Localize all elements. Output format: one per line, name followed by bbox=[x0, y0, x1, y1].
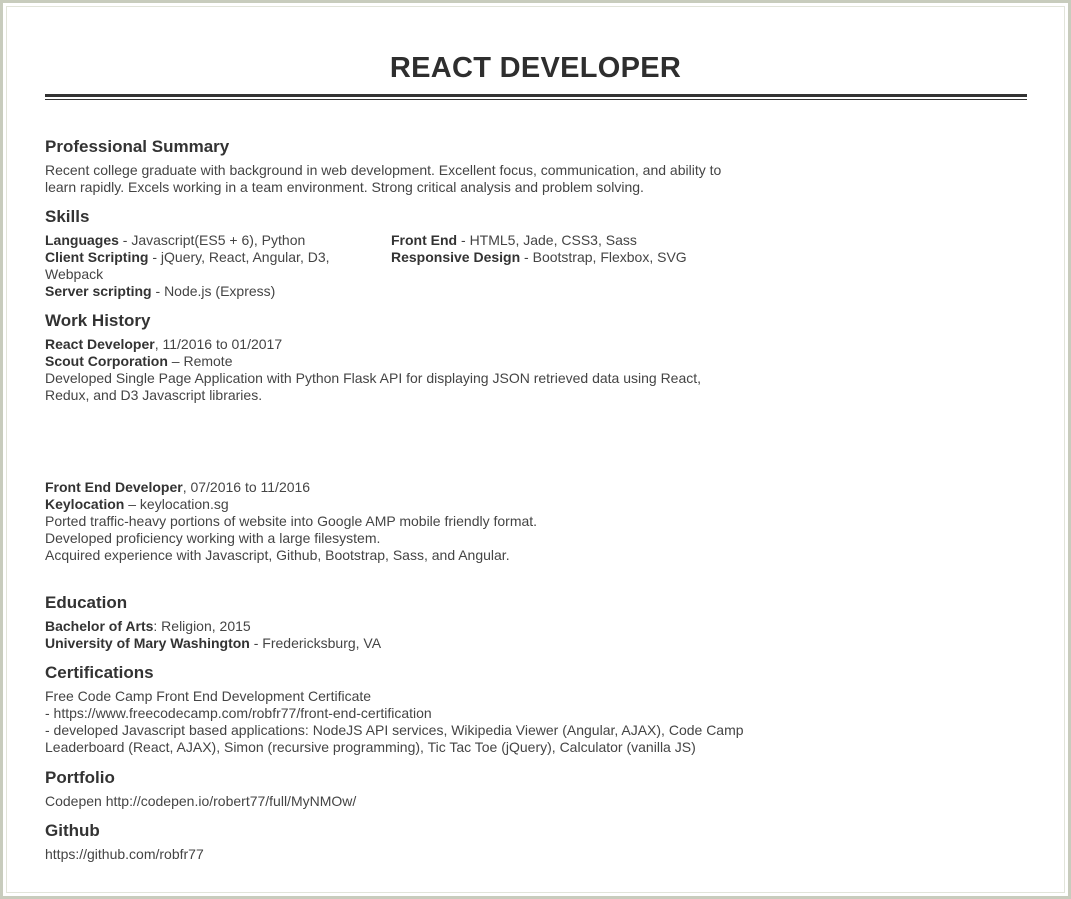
certification-line: Free Code Camp Front End Development Certificate bbox=[45, 688, 372, 704]
job-location: – keylocation.sg bbox=[124, 496, 229, 512]
skill-item bbox=[391, 232, 751, 249]
education-school: University of Mary Washington bbox=[45, 635, 250, 651]
education-degree: Bachelor of Arts bbox=[45, 618, 154, 634]
skills-heading: Skills bbox=[45, 207, 90, 226]
job-description: Ported traffic-heavy portions of website into Google AMP mobile friendly format. bbox=[45, 513, 538, 529]
job-location: – Remote bbox=[167, 353, 233, 369]
skill-value: Bootstrap, Flexbox, SVG bbox=[532, 249, 687, 265]
job-title: Front End Developer bbox=[45, 479, 183, 495]
portfolio-heading: Portfolio bbox=[45, 768, 115, 787]
skill-sep: - bbox=[151, 283, 165, 299]
summary-heading: Professional Summary bbox=[45, 137, 230, 156]
title-rule-thin bbox=[45, 99, 1027, 100]
section-work-history bbox=[45, 310, 745, 404]
title-rule-thick bbox=[45, 94, 1027, 97]
job-description: Acquired experience with Javascript, Github, Bootstrap, Sass, and Angular. bbox=[45, 547, 510, 563]
github-link: https://github.com/robfr77 bbox=[45, 846, 204, 862]
education-heading: Education bbox=[45, 593, 128, 612]
github-heading: Github bbox=[45, 821, 100, 840]
skill-label: Server scripting bbox=[45, 283, 152, 299]
job-description: Developed Single Page Application with Python Flask API for displaying JSON retrieved data using React, Redux, and D3 Javascript libraries. bbox=[45, 370, 702, 403]
skill-label: Responsive Design bbox=[391, 249, 521, 265]
job-title: React Developer bbox=[45, 336, 155, 352]
job-company-line bbox=[45, 496, 745, 513]
summary-text: Recent college graduate with background in web development. Excellent focus, communication, and ability to learn rapidly. Excels working in a team environment. Strong critical analysis and problem solving. bbox=[45, 162, 722, 195]
work-heading: Work History bbox=[45, 311, 151, 330]
certification-line: - https://www.freecodecamp.com/robfr77/front-end-certification bbox=[45, 705, 432, 721]
skill-item bbox=[45, 249, 355, 283]
skill-label: Front End bbox=[391, 232, 458, 248]
education-degree-line bbox=[45, 618, 745, 635]
job-title-line bbox=[45, 336, 745, 353]
skill-value: Node.js (Express) bbox=[164, 283, 276, 299]
skill-sep: - bbox=[148, 249, 161, 265]
job-company: Scout Corporation bbox=[45, 353, 168, 369]
skill-label: Languages bbox=[45, 232, 119, 248]
skill-item bbox=[391, 249, 751, 266]
section-github bbox=[45, 820, 745, 863]
skill-value: Javascript(ES5 + 6), Python bbox=[131, 232, 306, 248]
skill-item bbox=[45, 232, 355, 249]
skill-label: Client Scripting bbox=[45, 249, 149, 265]
skills-column-right bbox=[391, 232, 751, 266]
job-company: Keylocation bbox=[45, 496, 125, 512]
portfolio-link: Codepen http://codepen.io/robert77/full/MyNMOw/ bbox=[45, 793, 357, 809]
education-school-line bbox=[45, 635, 745, 652]
skill-value: jQuery, React, Angular, D3, Webpack bbox=[45, 249, 330, 282]
section-job-2 bbox=[45, 479, 745, 564]
skill-sep: - bbox=[520, 249, 533, 265]
section-summary bbox=[45, 136, 745, 196]
skill-item bbox=[45, 283, 355, 300]
certification-line: - developed Javascript based applications: NodeJS API services, Wikipedia Viewer (Angular, AJAX), Code Camp Leaderboard (React, AJAX), Simon (recursive programming), Tic Tac Toe (jQuery), Calculator (vanilla JS) bbox=[45, 722, 744, 755]
education-degree-detail: : Religion, 2015 bbox=[153, 618, 251, 634]
job-description: Developed proficiency working with a large filesystem. bbox=[45, 530, 381, 546]
section-education bbox=[45, 592, 745, 652]
section-skills bbox=[45, 206, 745, 302]
skills-column-left bbox=[45, 232, 355, 300]
skill-value: HTML5, Jade, CSS3, Sass bbox=[469, 232, 637, 248]
job-dates: , 11/2016 to 01/2017 bbox=[154, 336, 283, 352]
section-portfolio bbox=[45, 767, 745, 810]
skills-grid bbox=[45, 232, 745, 302]
job-company-line bbox=[45, 353, 745, 370]
education-school-detail: - Fredericksburg, VA bbox=[249, 635, 382, 651]
certifications-heading: Certifications bbox=[45, 663, 154, 682]
skill-sep: - bbox=[118, 232, 132, 248]
job-title-line bbox=[45, 479, 745, 496]
resume-title: REACT DEVELOPER bbox=[389, 52, 682, 84]
skill-sep: - bbox=[457, 232, 470, 248]
section-certifications bbox=[45, 662, 745, 756]
job-dates: , 07/2016 to 11/2016 bbox=[182, 479, 311, 495]
